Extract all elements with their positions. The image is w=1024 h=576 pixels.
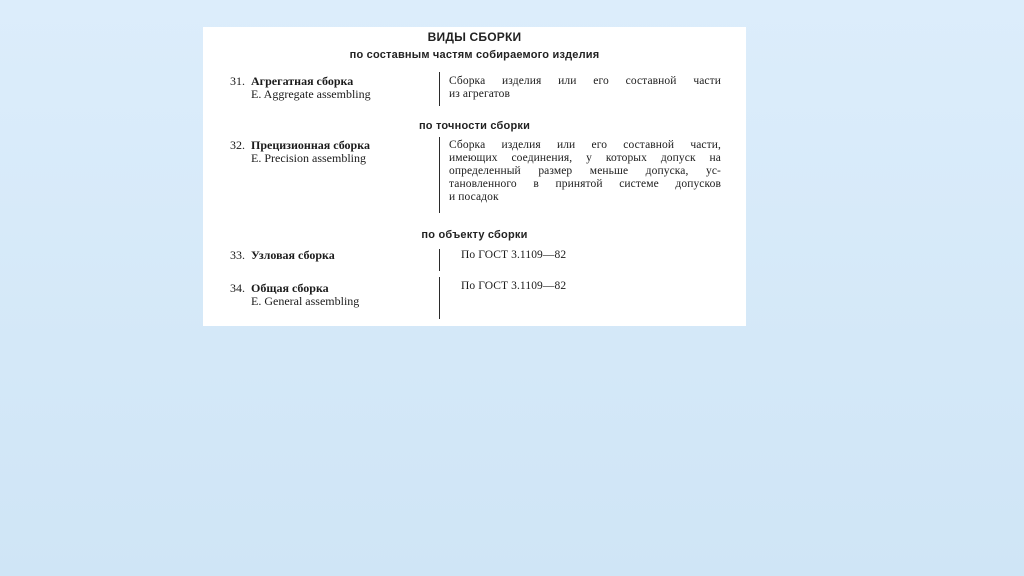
term-english: E. Aggregate assembling <box>251 87 371 101</box>
term-name: Общая сборка <box>251 281 329 295</box>
definition-31 <box>449 75 721 101</box>
term-32 <box>230 139 370 165</box>
definition-line: Сборка изделия или его составной части, <box>449 139 721 151</box>
term-number: 34. <box>230 281 245 295</box>
term-34 <box>230 282 359 308</box>
section-heading-precision: по точности сборки <box>418 120 531 132</box>
definition-line: По ГОСТ 3.1109—82 <box>461 280 567 292</box>
term-name: Прецизионная сборка <box>251 138 370 152</box>
term-number: 32. <box>230 138 245 152</box>
term-number: 31. <box>230 74 245 88</box>
section-heading-components: по составным частям собираемого изделия <box>349 49 600 61</box>
definition-line: Сборка изделия или его составной части <box>449 75 721 87</box>
column-divider <box>439 137 440 213</box>
term-name: Агрегатная сборка <box>251 74 354 88</box>
definition-line: По ГОСТ 3.1109—82 <box>461 249 567 261</box>
term-33 <box>230 249 335 262</box>
term-name: Узловая сборка <box>251 248 335 262</box>
term-number: 33. <box>230 248 245 262</box>
definition-line: тановленного в принятой системе допусков <box>449 178 721 190</box>
document-title: ВИДЫ СБОРКИ <box>427 30 522 44</box>
document-page <box>203 27 746 326</box>
term-english: E. Precision assembling <box>251 151 366 165</box>
definition-34 <box>461 280 733 293</box>
term-english: E. General assembling <box>251 294 360 308</box>
definition-32 <box>449 139 721 204</box>
column-divider <box>439 277 440 319</box>
section-heading-object: по объекту сборки <box>421 229 528 241</box>
column-divider <box>439 72 440 106</box>
definition-line: и посадок <box>449 191 499 203</box>
definition-33 <box>461 249 733 262</box>
term-31 <box>230 75 371 101</box>
definition-line: из агрегатов <box>449 88 511 100</box>
definition-line: определенный размер меньше допуска, ус- <box>449 165 721 177</box>
definition-line: имеющих соединения, у которых допуск на <box>449 152 721 164</box>
column-divider <box>439 249 440 271</box>
